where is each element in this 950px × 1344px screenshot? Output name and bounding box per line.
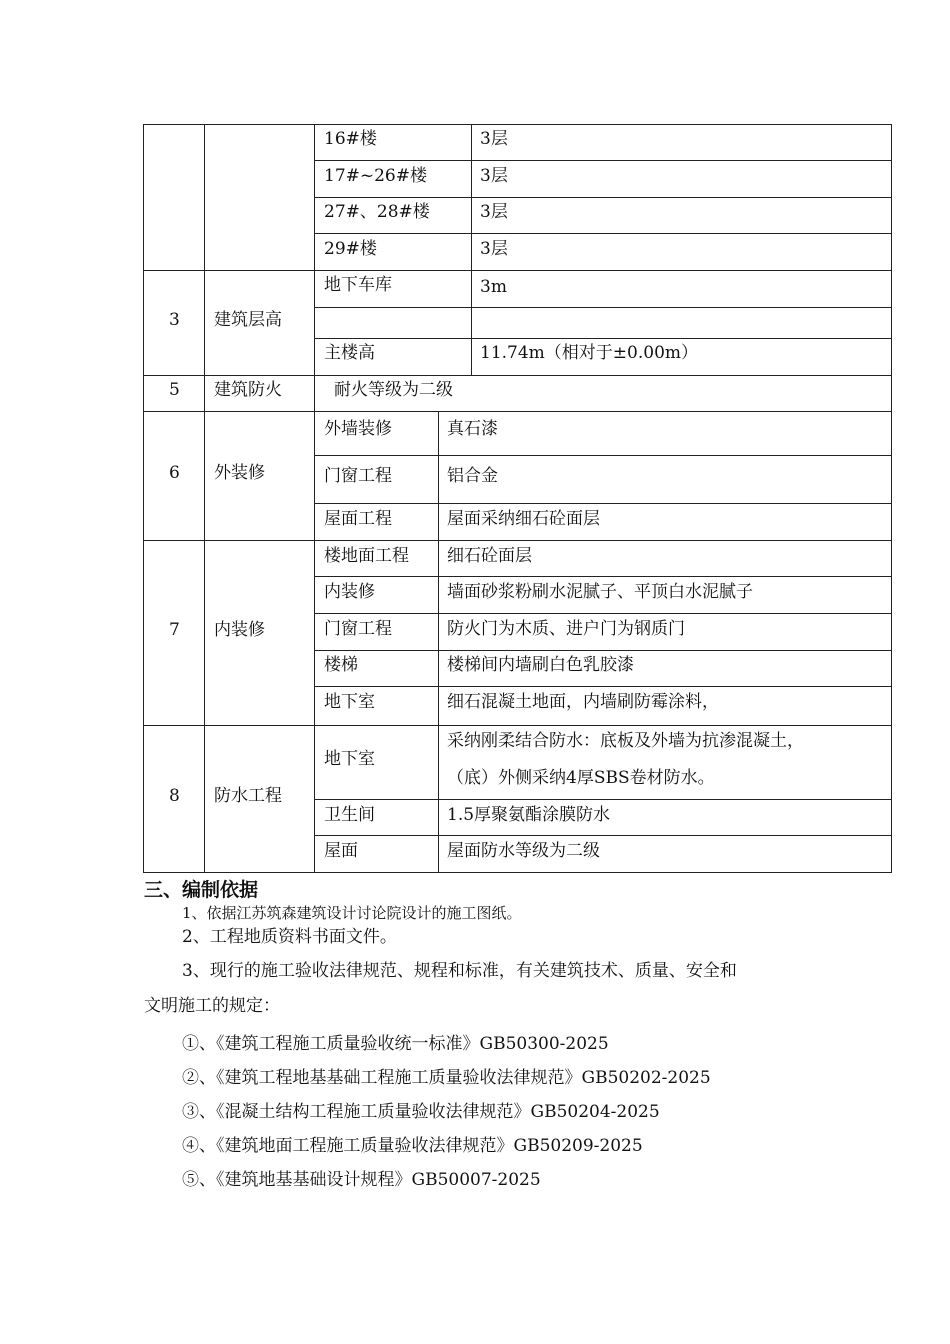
cell-row-title: 建筑防火: [214, 380, 282, 400]
standard-item-2: ②、《建筑工程地基基础工程施工质量验收法律规范》GB50202-2025: [182, 1068, 711, 1088]
table-row-line: [314, 160, 892, 161]
cell-windows-doors: 门窗工程: [324, 466, 392, 486]
table-border-bottom: [143, 872, 892, 873]
cell-basement-waterproof-line2: （底）外侧采纳4厚SBS卷材防水。: [447, 768, 715, 788]
cell-interior: 内装修: [324, 582, 375, 602]
table-row-line: [314, 799, 892, 800]
basis-item-3-line2: 文明施工的规定：: [144, 996, 280, 1016]
cell-windows-doors: 门窗工程: [324, 619, 392, 639]
cell-garage-height: 3m: [480, 277, 507, 297]
cell-roof-works-value: 屋面采纳细石砼面层: [447, 509, 600, 529]
table-border-left: [143, 124, 144, 873]
cell-stairs: 楼梯: [324, 655, 358, 675]
cell-floor-works-value: 细石砼面层: [447, 546, 532, 566]
cell-row-number: 6: [169, 463, 180, 483]
cell-roof-works: 屋面工程: [324, 509, 392, 529]
cell-basement-value: 细石混凝土地面，内墙刷防霉涂料，: [447, 692, 719, 712]
cell-building-17-26: 17#~26#楼: [324, 166, 427, 186]
table-col-line-3b: [438, 411, 439, 873]
basis-item-2: 2、工程地质资料书面文件。: [182, 927, 397, 947]
cell-row-number: 5: [169, 380, 180, 400]
table-border-right: [891, 124, 892, 873]
cell-row-number: 8: [169, 786, 180, 806]
cell-building-16: 16#楼: [324, 129, 377, 149]
cell-basement: 地下室: [324, 749, 375, 769]
cell-roof-value: 屋面防水等级为二级: [447, 841, 600, 861]
table-row-line: [143, 725, 892, 726]
cell-building-17-26-floors: 3层: [480, 166, 508, 186]
table-row-line: [143, 540, 892, 541]
cell-windows-doors-value: 防火门为木质、进户门为钢质门: [447, 619, 685, 639]
cell-interior-value: 墙面砂浆粉刷水泥腻子、平顶白水泥腻子: [447, 582, 753, 602]
standard-item-4: ④、《建筑地面工程施工质量验收法律规范》GB50209-2025: [182, 1136, 643, 1156]
cell-basement: 地下室: [324, 692, 375, 712]
cell-main-building: 主楼高: [324, 343, 375, 363]
table-row-line: [314, 686, 892, 687]
table-row-line: [314, 650, 892, 651]
table-col-line-2: [314, 124, 315, 873]
basis-item-3-line1: 3、现行的施工验收法律规范、规程和标准，有关建筑技术、质量、安全和: [182, 961, 737, 981]
standard-item-5: ⑤、《建筑地基基础设计规程》GB50007-2025: [182, 1170, 541, 1190]
cell-row-title: 内装修: [214, 620, 265, 640]
cell-row-title: 防水工程: [214, 786, 282, 806]
cell-exterior-wall-value: 真石漆: [447, 419, 498, 439]
cell-main-building-height: 11.74m（相对于±0.00m）: [480, 343, 699, 363]
cell-building-29-floors: 3层: [480, 239, 508, 259]
table-col-line-1: [204, 124, 205, 873]
table-row-line: [143, 411, 892, 412]
cell-building-29: 29#楼: [324, 239, 377, 259]
table-row-line: [314, 613, 892, 614]
cell-row-title: 建筑层高: [214, 310, 282, 330]
cell-restroom: 卫生间: [324, 805, 375, 825]
cell-fire-rating: 耐火等级为二级: [334, 380, 453, 400]
table-row-line: [143, 270, 892, 271]
standard-item-1: ①、《建筑工程施工质量验收统一标准》GB50300-2025: [182, 1034, 609, 1054]
cell-row-number: 7: [169, 620, 180, 640]
table-row-line: [314, 338, 892, 339]
cell-basement-waterproof-line1: 采纳刚柔结合防水：底板及外墙为抗渗混凝土，: [447, 731, 804, 751]
standard-item-3: ③、《混凝土结构工程施工质量验收法律规范》GB50204-2025: [182, 1102, 660, 1122]
cell-windows-doors-value: 铝合金: [447, 466, 498, 486]
basis-item-1: 1、依据江苏筑森建筑设计讨论院设计的施工图纸。: [182, 904, 522, 922]
cell-floor-works: 楼地面工程: [324, 546, 409, 566]
cell-row-number: 3: [169, 310, 180, 330]
cell-exterior-wall: 外墙装修: [324, 419, 392, 439]
table-border-top: [143, 124, 892, 125]
cell-row-title: 外装修: [214, 463, 265, 483]
cell-roof: 屋面: [324, 841, 358, 861]
table-row-line: [314, 233, 892, 234]
table-row-line: [314, 455, 892, 456]
table-row-line: [314, 576, 892, 577]
table-row-line: [314, 307, 892, 308]
table-row-line: [314, 503, 892, 504]
table-row-line: [314, 835, 892, 836]
cell-stairs-value: 楼梯间内墙刷白色乳胶漆: [447, 655, 634, 675]
cell-restroom-value: 1.5厚聚氨酯涂膜防水: [447, 805, 611, 825]
table-row-line: [143, 375, 892, 376]
cell-building-27-28-floors: 3层: [480, 202, 508, 222]
cell-building-16-floors: 3层: [480, 129, 508, 149]
table-row-line: [314, 197, 892, 198]
cell-building-27-28: 27#、28#楼: [324, 202, 430, 222]
cell-garage: 地下车库: [324, 275, 392, 295]
section-heading: 三、编制依据: [144, 879, 259, 901]
